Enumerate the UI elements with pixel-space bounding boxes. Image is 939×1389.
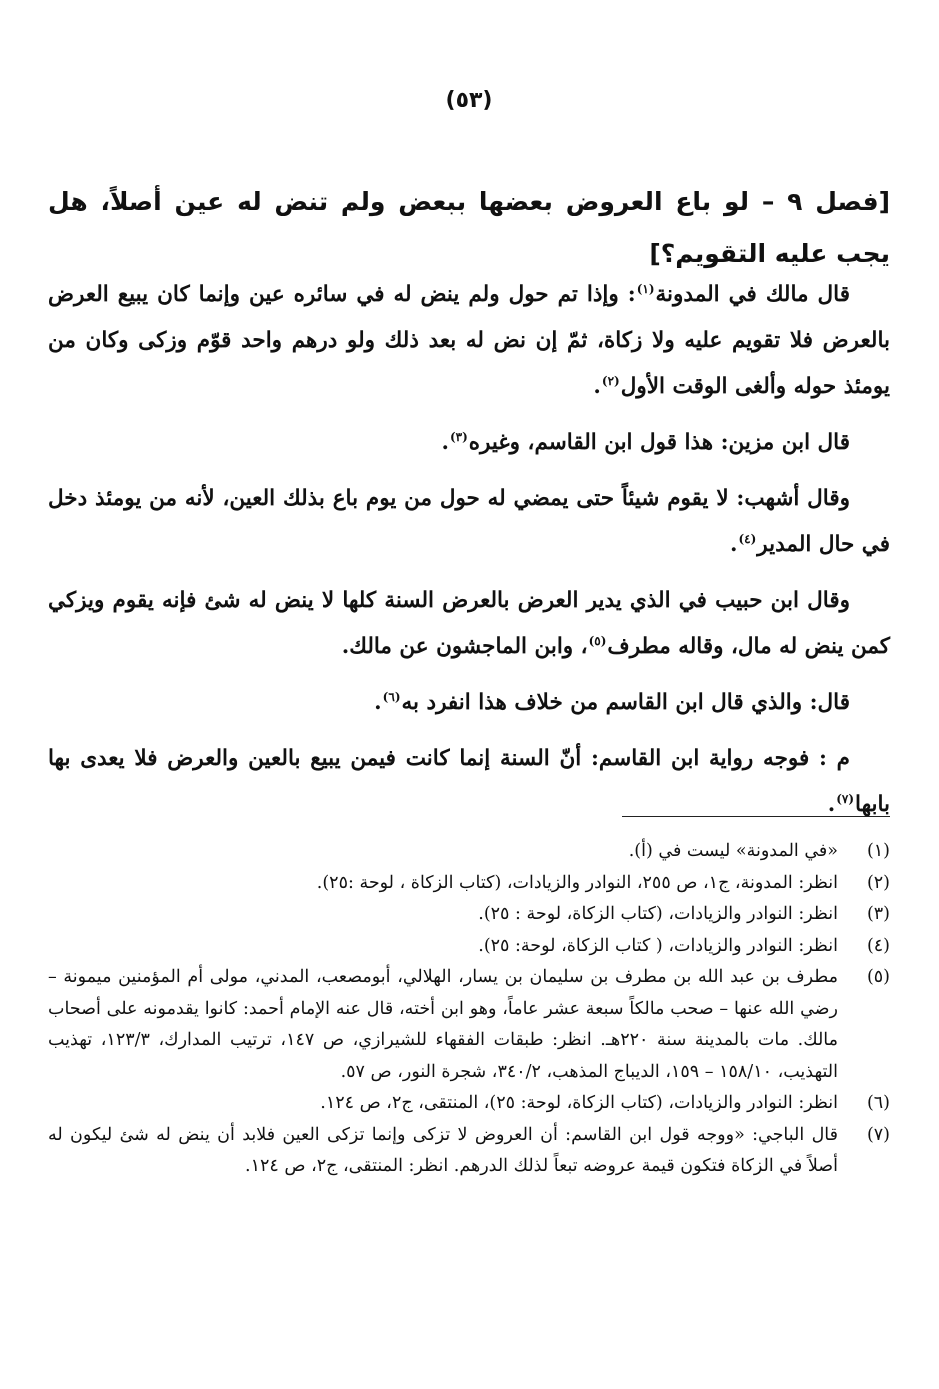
body-paragraph bbox=[48, 420, 890, 466]
body-text: قال مالك في المدونة bbox=[655, 282, 850, 307]
footnote-item bbox=[48, 1088, 890, 1120]
footnote-number: (١) bbox=[866, 841, 890, 861]
body-text: . bbox=[827, 792, 836, 817]
body-text: : وإذا تم حول ولم ينض له في سائره عين وإنما كان يبيع العرض بالعرض فلا تقويم عليه ولا زكاة، ثمّ إن نض له بعد ذلك ولو درهم واحد قوّم وزكى وكان من يومئذ حوله وألغى الوقت الأول bbox=[48, 282, 890, 399]
body-text: م : فوجه رواية ابن القاسم: أنّ السنة إنما كانت فيمن يبيع بالعين والعرض فلا يعدى بها بابها bbox=[48, 746, 890, 817]
footnote-number: (٢) bbox=[866, 872, 890, 893]
footnote-number: (٧) bbox=[866, 1124, 890, 1145]
footnote-text: انظر: المدونة، ج١، ص ٢٥٥، النوادر والزيادات، (كتاب الزكاة ، لوحة :٢٥). bbox=[316, 872, 838, 893]
body-text: قال ابن مزين: هذا قول ابن القاسم، وغيره bbox=[468, 430, 850, 455]
footnote-ref: (٢) bbox=[601, 373, 620, 388]
body-paragraph bbox=[48, 476, 890, 568]
footnote-item bbox=[48, 868, 890, 900]
page-number: (٥٣) bbox=[445, 88, 493, 113]
section-heading: [فصل ٩ – لو باع العروض بعضها ببعض ولم تنض له عين أصلاً، هل يجب عليه التقويم؟] bbox=[48, 187, 890, 268]
body-text: ، وابن الماجشون عن مالك. bbox=[341, 634, 588, 659]
footnote-text: مطرف بن عبد الله بن مطرف بن سليمان بن يسار، الهلالي، أبومصعب، المدني، مولى أم المؤمنين ميمونة – رضي الله عنها – صحب مالكاً سبعة عشر عاماً، وهو ابن أخته، قال عنه الإمام أحمد: كانوا يقدمونه على أصحاب مالك. مات بالمدينة سنة ٢٢٠هـ. انظر: طبقات الفقهاء للشيرازي، ص ١٤٧، ترتيب المدارك، ١٢٣/٣، تهذيب التهذيب، ١٥٨/١٠ – ١٥٩، الديباج المذهب، ٣٤٠/٢، شجرة النور، ص ٥٧. bbox=[48, 967, 839, 1082]
footnote-text: «في المدونة» ليست في (أ). bbox=[628, 841, 838, 861]
body-text: وقال ابن حبيب في الذي يدير العرض بالعرض السنة كلها لا ينض له شئ فإنه يقوم ويزكي كمن ينض له مال، وقاله مطرف bbox=[48, 588, 890, 659]
book-page bbox=[48, 0, 890, 1389]
body-text: . bbox=[729, 532, 738, 557]
body-paragraph bbox=[48, 272, 890, 410]
footnote-item bbox=[48, 962, 890, 1088]
footnote-item bbox=[48, 931, 890, 963]
footnote-number: (٣) bbox=[866, 904, 890, 924]
footnote-item bbox=[48, 836, 890, 868]
footnote-text: انظر: النوادر والزيادات، (كتاب الزكاة، لوحة: ٢٥)، المنتقى، ج٢، ص ١٢٤. bbox=[320, 1093, 838, 1113]
footnote-text: قال الباجي: «ووجه قول ابن القاسم: أن العروض لا تزكى وإنما تزكى العين فلابد أن ينض له شئ ليكون له أصلاً في الزكاة فتكون قيمة عروضه تبعاً لذلك الدرهم. انظر: المنتقى، ج٢، ص ١٢٤. bbox=[48, 1124, 838, 1176]
footnote-number: (٦) bbox=[866, 1093, 890, 1113]
body-text: . bbox=[441, 430, 449, 455]
footnote-ref: (٦) bbox=[382, 689, 401, 704]
footnotes bbox=[48, 836, 890, 1183]
footnote-ref: (١) bbox=[636, 281, 655, 296]
main-text bbox=[48, 272, 890, 838]
body-text: . bbox=[374, 690, 382, 715]
footnote-text: انظر: النوادر والزيادات، ( كتاب الزكاة، لوحة: ٢٥). bbox=[478, 935, 838, 956]
body-text: وقال أشهب: لا يقوم شيئاً حتى يمضي له حول من يوم باع بذلك العين، لأنه من يومئذ دخل في حال المدير bbox=[48, 486, 890, 557]
footnote-ref: (٤) bbox=[738, 531, 757, 546]
footnote-divider bbox=[622, 816, 890, 817]
body-paragraph bbox=[48, 578, 890, 670]
body-paragraph bbox=[48, 736, 890, 828]
footnote-number: (٥) bbox=[866, 967, 890, 987]
body-paragraph bbox=[48, 680, 890, 726]
footnote-ref: (٥) bbox=[588, 633, 607, 648]
footnote-text: انظر: النوادر والزيادات، (كتاب الزكاة، لوحة : ٢٥). bbox=[478, 904, 838, 924]
body-text: قال: والذي قال ابن القاسم من خلاف هذا انفرد به bbox=[401, 690, 850, 715]
footnote-number: (٤) bbox=[866, 935, 890, 956]
footnote-item bbox=[48, 899, 890, 931]
footnote-item bbox=[48, 1120, 890, 1183]
footnote-ref: (٣) bbox=[449, 429, 468, 444]
body-text: . bbox=[593, 374, 601, 399]
footnote-ref: (٧) bbox=[836, 791, 855, 806]
